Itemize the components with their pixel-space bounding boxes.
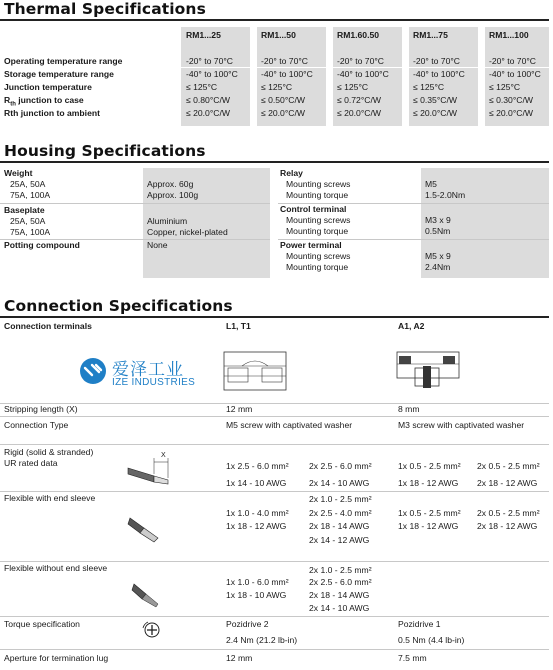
thermal-cell: ≤ 0.80°C/W: [186, 95, 230, 105]
rigid-cell: 2x 18 - 12 AWG: [477, 478, 538, 488]
control-row-label: Mounting torque: [286, 226, 349, 236]
weight-label: Weight: [4, 168, 33, 178]
thermal-col-header: RM1...75: [413, 30, 448, 40]
connection-col2-header: A1, A2: [398, 321, 425, 331]
flex-nosleeve-cell: 2x 2.5 - 6.0 mm²: [309, 577, 372, 587]
flex-nosleeve-cell: 2x 18 - 14 AWG: [309, 590, 370, 600]
connection-title: Connection Specifications: [4, 297, 233, 315]
thermal-cell: -20° to 70°C: [489, 56, 537, 66]
thermal-cell: ≤ 125°C: [489, 82, 521, 92]
flex-sleeve-cell: 2x 1.0 - 2.5 mm²: [309, 494, 372, 504]
thermal-cell: ≤ 125°C: [186, 82, 218, 92]
power-row-value: M5 x 9: [425, 251, 451, 261]
thermal-cell: -40° to 100°C: [413, 69, 465, 79]
relay-row-value: 1.5-2.0Nm: [425, 190, 466, 200]
stripping-label: Stripping length (X): [4, 404, 78, 414]
aperture-label: Aperture for termination lug: [4, 653, 109, 663]
relay-label: Relay: [280, 168, 303, 178]
connection-divider: [0, 649, 549, 650]
baseplate-label: Baseplate: [4, 205, 45, 215]
a1-terminal-drawing: [393, 346, 463, 394]
thermal-cell: ≤ 0.35°C/W: [413, 95, 457, 105]
stripping-value-2: 8 mm: [398, 404, 420, 414]
baseplate-row-value: Copper, nickel-plated: [147, 227, 228, 237]
flex-nosleeve-label: Flexible without end sleeve: [4, 563, 108, 573]
torque-value-2a: Pozidrive 1: [398, 619, 441, 629]
connection-divider: [0, 561, 549, 562]
weight-row-value: Approx. 60g: [147, 179, 194, 189]
ize-logo-icon: [78, 356, 108, 386]
baseplate-row-label: 25A, 50A: [10, 216, 46, 226]
thermal-title: Thermal Specifications: [4, 0, 206, 18]
connection-type-value-2: M3 screw with captivated washer: [398, 420, 525, 430]
thermal-cell: -20° to 70°C: [413, 56, 461, 66]
connection-divider: [0, 403, 549, 404]
flex-sleeve-cell: 2x 14 - 12 AWG: [309, 535, 370, 545]
flex-sleeve-cell: 2x 0.5 - 2.5 mm²: [477, 508, 540, 518]
torque-value-1a: Pozidrive 2: [226, 619, 269, 629]
flex-sleeve-cell: 1x 18 - 12 AWG: [226, 521, 287, 531]
thermal-cell: ≤ 125°C: [261, 82, 293, 92]
flex-sleeve-cell: 2x 18 - 12 AWG: [477, 521, 538, 531]
thermal-cell: -40° to 100°C: [337, 69, 389, 79]
torque-value-1b: 2.4 Nm (21.2 lb-in): [226, 635, 298, 645]
connection-type-value-1: M5 screw with captivated washer: [226, 420, 353, 430]
connection-terminals-label: Connection terminals: [4, 321, 92, 331]
end-sleeve-wire-icon: [126, 512, 162, 544]
thermal-row-label: Storage temperature range: [4, 69, 114, 79]
thermal-rule: [0, 19, 549, 21]
control-terminal-label: Control terminal: [280, 204, 347, 214]
housing-divider: [0, 203, 270, 204]
thermal-cell: ≤ 20.0°C/W: [413, 108, 457, 118]
flex-nosleeve-cell: 1x 1.0 - 6.0 mm²: [226, 577, 289, 587]
flex-nosleeve-cell: 1x 18 - 10 AWG: [226, 590, 287, 600]
thermal-cell: ≤ 125°C: [337, 82, 369, 92]
power-row-label: Mounting torque: [286, 262, 349, 272]
thermal-col-header: RM1.60.50: [337, 30, 380, 40]
weight-row-value: Approx. 100g: [147, 190, 199, 200]
housing-title: Housing Specifications: [4, 142, 206, 160]
stripping-value-1: 12 mm: [226, 404, 253, 414]
power-row-value: 2.4Nm: [425, 262, 451, 272]
rigid-cell: 1x 2.5 - 6.0 mm²: [226, 461, 289, 471]
aperture-value-1: 12 mm: [226, 653, 253, 663]
thermal-cell: ≤ 0.50°C/W: [261, 95, 305, 105]
thermal-row-label: Operating temperature range: [4, 56, 123, 66]
relay-row-label: Mounting torque: [286, 190, 349, 200]
rigid-cell: 2x 2.5 - 6.0 mm²: [309, 461, 372, 471]
flex-sleeve-label: Flexible with end sleeve: [4, 493, 96, 503]
connection-divider: [0, 491, 549, 492]
thermal-cell: -20° to 70°C: [261, 56, 309, 66]
control-row-label: Mounting screws: [286, 215, 351, 225]
rigid-label: Rigid (solid & stranded): [4, 447, 94, 457]
flex-sleeve-cell: 2x 18 - 14 AWG: [309, 521, 370, 531]
rigid-cell: 2x 14 - 10 AWG: [309, 478, 370, 488]
thermal-cell: -40° to 100°C: [186, 69, 238, 79]
flex-sleeve-cell: 1x 0.5 - 2.5 mm²: [398, 508, 461, 518]
thermal-row-label: $R_{th}$ junction to case: [4, 95, 84, 108]
rigid-sub-label: UR rated data: [4, 458, 58, 468]
connection-divider: [0, 416, 549, 417]
power-row-label: Mounting screws: [286, 251, 351, 261]
thermal-col-header: RM1...100: [489, 30, 529, 40]
aperture-value-2: 7.5 mm: [398, 653, 427, 663]
watermark-en: IZE INDUSTRIES: [112, 377, 196, 388]
thermal-col-header: RM1...25: [186, 30, 221, 40]
flex-nosleeve-cell: 2x 14 - 10 AWG: [309, 603, 370, 613]
baseplate-row-value: Aluminium: [147, 216, 188, 226]
no-sleeve-wire-icon: [130, 580, 164, 610]
thermal-cell: ≤ 20.0°C/W: [186, 108, 230, 118]
rigid-cell: 1x 14 - 10 AWG: [226, 478, 287, 488]
potting-value: None: [147, 240, 168, 250]
thermal-row-label: Rth junction to ambient: [4, 108, 100, 118]
torque-value-2b: 0.5 Nm (4.4 lb-in): [398, 635, 465, 645]
connection-col1-header: L1, T1: [226, 321, 251, 331]
relay-row-label: Mounting screws: [286, 179, 351, 189]
thermal-cell: ≤ 0.72°C/W: [337, 95, 381, 105]
connection-divider: [0, 444, 549, 445]
connection-divider: [0, 616, 549, 617]
thermal-cell: -20° to 70°C: [337, 56, 385, 66]
thermal-col-header: RM1...50: [261, 30, 296, 40]
torque-label: Torque specification: [4, 619, 80, 629]
rigid-wire-icon: [124, 452, 174, 486]
pozidrive-icon: [142, 620, 162, 640]
rigid-x-marker: X: [161, 452, 166, 459]
weight-row-label: 25A, 50A: [10, 179, 46, 189]
flex-sleeve-cell: 1x 1.0 - 4.0 mm²: [226, 508, 289, 518]
housing-rule: [0, 161, 549, 163]
connection-rule: [0, 316, 549, 318]
flex-nosleeve-cell: 2x 1.0 - 2.5 mm²: [309, 565, 372, 575]
rigid-cell: 1x 0.5 - 2.5 mm²: [398, 461, 461, 471]
thermal-cell: ≤ 20.0°C/W: [261, 108, 305, 118]
control-row-value: M3 x 9: [425, 215, 451, 225]
thermal-cell: -40° to 100°C: [261, 69, 313, 79]
flex-sleeve-cell: 1x 18 - 12 AWG: [398, 521, 459, 531]
thermal-cell: ≤ 20.0°C/W: [337, 108, 381, 118]
l1-terminal-drawing: [220, 346, 290, 394]
thermal-cell: ≤ 20.0°C/W: [489, 108, 533, 118]
thermal-cell: -20° to 70°C: [186, 56, 234, 66]
connection-type-label: Connection Type: [4, 420, 69, 430]
power-terminal-label: Power terminal: [280, 240, 342, 250]
control-row-value: 0.5Nm: [425, 226, 451, 236]
rigid-cell: 1x 18 - 12 AWG: [398, 478, 459, 488]
watermark-cn: 爱泽工业: [112, 360, 184, 380]
baseplate-row-label: 75A, 100A: [10, 227, 51, 237]
rigid-cell: 2x 0.5 - 2.5 mm²: [477, 461, 540, 471]
potting-label: Potting compound: [4, 240, 80, 250]
thermal-cell: ≤ 0.30°C/W: [489, 95, 533, 105]
flex-sleeve-cell: 2x 2.5 - 4.0 mm²: [309, 508, 372, 518]
thermal-cell: -40° to 100°C: [489, 69, 541, 79]
thermal-cell: ≤ 125°C: [413, 82, 445, 92]
relay-row-value: M5: [425, 179, 437, 189]
weight-row-label: 75A, 100A: [10, 190, 51, 200]
thermal-row-label: Junction temperature: [4, 82, 92, 92]
